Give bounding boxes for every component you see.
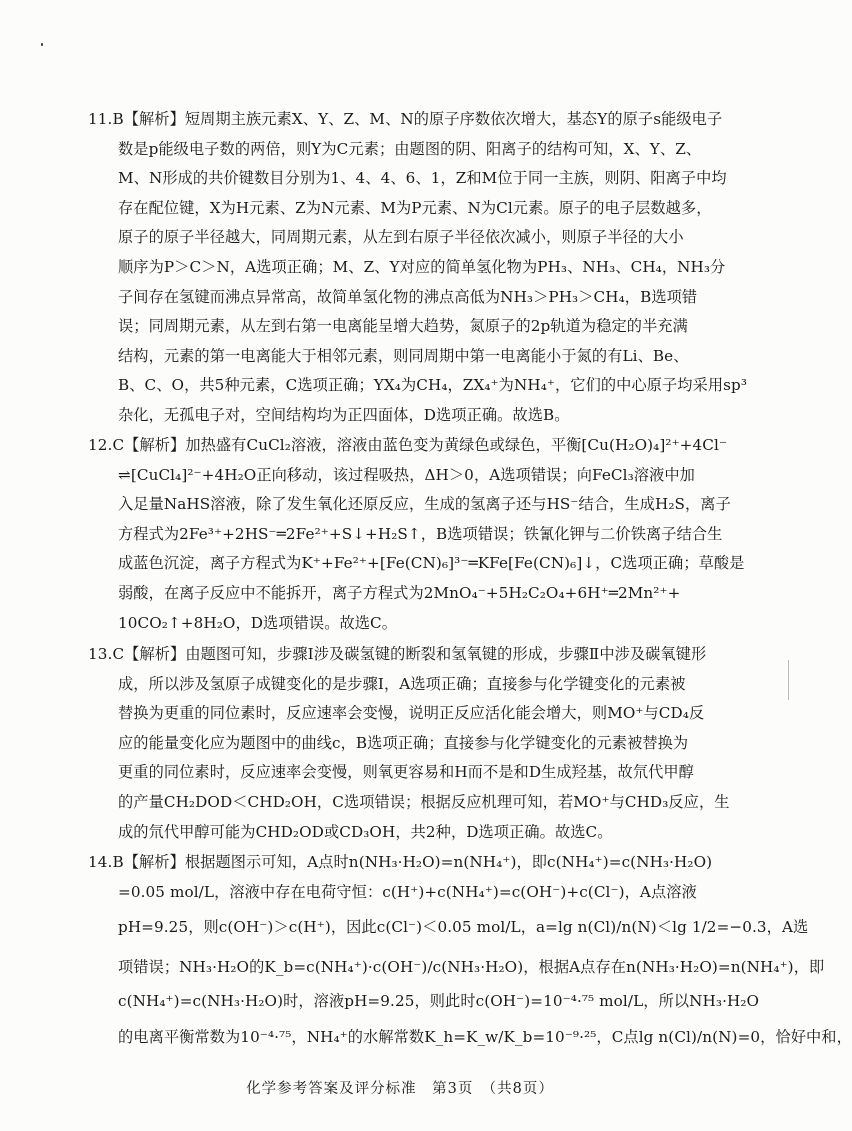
text-line: =0.05 mol/L，溶液中存在电荷守恒：c(H⁺)+c(NH₄⁺)=c(OH⁻)+c(Cl⁻)，A点溶液 (118, 882, 697, 901)
text-line: 的电离平衡常数为10⁻⁴·⁷⁵，NH₄⁺的水解常数K_h=K_w/K_b=10⁻⁹·²⁵，C点lg n(Cl)/n(N)=0，恰好中和， (118, 1027, 852, 1046)
question-11-explanation (88, 105, 748, 431)
question-14-explanation (88, 848, 852, 1057)
text-line: 成的氘代甲醇可能为CHD₂OD或CD₃OH，共2种，D选项正确。故选C。 (118, 822, 613, 841)
text-line: 杂化，无孤电子对，空间结构均为正四面体，D选项正确。故选B。 (118, 405, 570, 424)
text-line: 14.B【解析】根据题图示可知，A点时n(NH₃·H₂O)=n(NH₄⁺)，即c(NH₄⁺)=c(NH₃·H₂O) (88, 853, 713, 871)
text-line: 成，所以涉及氢原子成键变化的是步骤Ⅰ，A选项正确；直接参与化学键变化的元素被 (118, 674, 686, 693)
text-line: c(NH₄⁺)=c(NH₃·H₂O)时，溶液pH=9.25，则此时c(OH⁻)=10⁻⁴·⁷⁵ mol/L，所以NH₃·H₂O (118, 992, 760, 1011)
text-line: 存在配位键，X为H元素、Z为N元素、M为P元素、N为Cl元素。原子的电子层数越多， (118, 198, 712, 217)
page-footer: 化学参考答案及评分标准 第3页 （共8页） (246, 1081, 554, 1097)
question-12-explanation (88, 431, 745, 638)
text-line: 数是p能级电子数的两倍，则Y为C元素；由题图的阴、阳离子的结构可知，X、Y、Z、 (118, 139, 702, 158)
text-line: 的产量CH₂DOD＜CHD₂OH，C选项错误；根据反应机理可知，若MO⁺与CHD₃反应，生 (118, 792, 730, 811)
text-line: M、N形成的共价键数目分别为1、4、4、6、1，Z和M位于同一主族，则阴、阳离子中均 (118, 169, 727, 188)
text-line: ⇌[CuCl₄]²⁻+4H₂O正向移动，该过程吸热，ΔH＞0，A选项错误；向FeCl₃溶液中加 (118, 465, 695, 484)
text-line: 应的能量变化应为题图中的曲线c，B选项正确；直接参与化学键变化的元素被替换为 (118, 733, 689, 752)
text-line: 更重的同位素时，反应速率会变慢，则氧更容易和H而不是和D生成羟基，故氘代甲醇 (118, 763, 694, 782)
scan-speck (41, 43, 43, 46)
text-line: 方程式为2Fe³⁺+2HS⁻═2Fe²⁺+S↓+H₂S↑，B选项错误；铁氰化钾与二价铁离子结合生 (118, 524, 723, 543)
text-line: 替换为更重的同位素时，反应速率会变慢，说明正反应活化能会增大，则MO⁺与CD₄反 (118, 704, 705, 723)
text-line: 结构，元素的第一电离能大于相邻元素，则同周期中第一电离能小于氮的有Li、Be、 (118, 346, 689, 365)
text-line: 顺序为P＞C＞N，A选项正确；M、Z、Y对应的简单氢化物为PH₃、NH₃、CH₄，NH₃分 (118, 257, 726, 276)
text-line: 成蓝色沉淀，离子方程式为K⁺+Fe²⁺+[Fe(CN)₆]³⁻═KFe[Fe(CN)₆]↓，C选项正确；草酸是 (118, 554, 745, 573)
text-line: B、C、O，共5种元素，C选项正确；YX₄为CH₄，ZX₄⁺为NH₄⁺，它们的中心原子均采用sp³ (118, 376, 748, 395)
text-line: 弱酸，在离子反应中不能拆开，离子方程式为2MnO₄⁻+5H₂C₂O₄+6H⁺═2Mn²⁺+ (118, 583, 681, 602)
question-13-explanation (88, 640, 728, 847)
text-line: 项错误；NH₃·H₂O的K_b=c(NH₄⁺)·c(OH⁻)/c(NH₃·H₂O)，根据A点存在n(NH₃·H₂O)=n(NH₄⁺)，即 (118, 958, 825, 977)
scan-speck (788, 660, 789, 700)
text-line: 入足量NaHS溶液，除了发生氧化还原反应，生成的氢离子还与HS⁻结合，生成H₂S，离子 (118, 495, 731, 514)
text-line: 12.C【解析】加热盛有CuCl₂溶液，溶液由蓝色变为黄绿色或绿色，平衡[Cu(H₂O)₄]²⁺+4Cl⁻ (88, 436, 728, 454)
text-line: 原子的原子半径越大，同周期元素，从左到右原子半径依次减小，则原子半径的大小 (118, 228, 684, 247)
text-line: 11.B【解析】短周期主族元素X、Y、Z、M、N的原子序数依次增大，基态Y的原子s能级电子 (88, 110, 723, 128)
text-line: 误；同周期元素，从左到右第一电离能呈增大趋势，氮原子的2p轨道为稳定的半充满 (118, 317, 688, 336)
text-line: 10CO₂↑+8H₂O，D选项错误。故选C。 (118, 613, 398, 632)
text-line: 子间存在氢键而沸点异常高，故简单氢化物的沸点高低为NH₃＞PH₃＞CH₄，B选项错 (118, 287, 698, 306)
text-line: pH=9.25，则c(OH⁻)＞c(H⁺)，因此c(Cl⁻)＜0.05 mol/L，a=lg n(Cl)/n(N)＜lg 1/2=−0.3，A选 (118, 918, 809, 937)
text-line: 13.C【解析】由题图可知，步骤Ⅰ涉及碳氢键的断裂和氢氧键的形成，步骤Ⅱ中涉及碳氧键形 (88, 645, 707, 663)
